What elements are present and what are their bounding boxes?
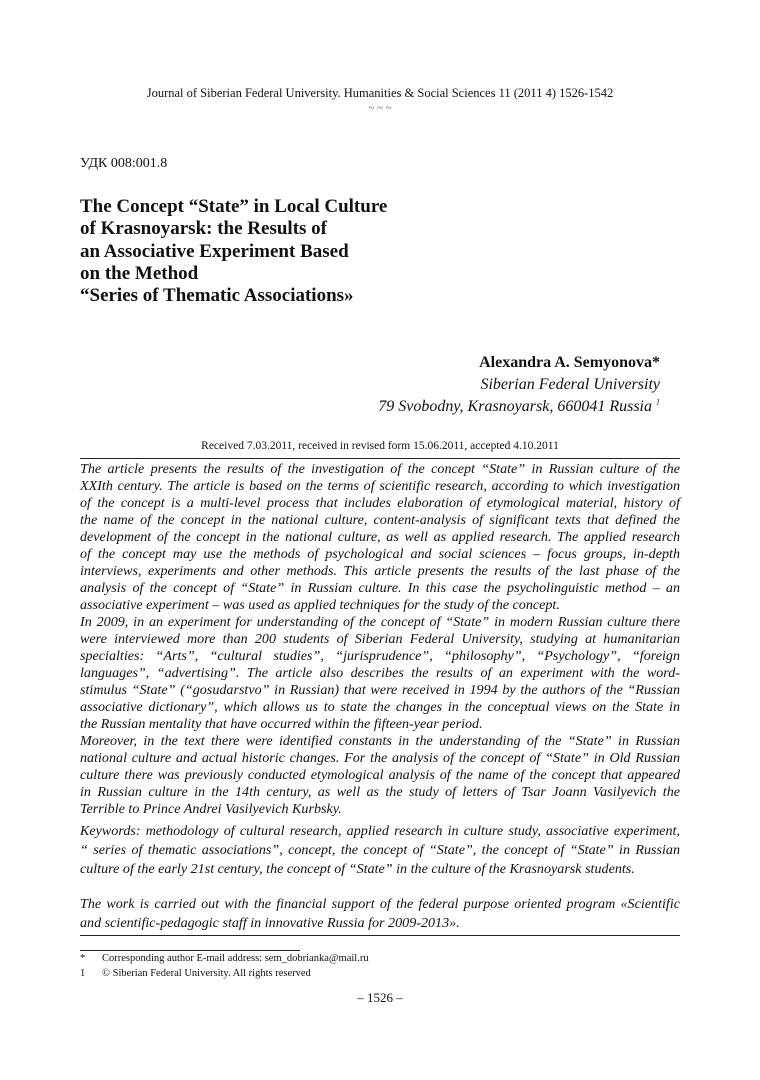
text-line: national culture and actual historic changes. For the analysis of the concept of “State” in Old Russian: [80, 750, 680, 766]
text-line: Moreover, in the text there were identified constants in the understanding of the “State” in Russian: [80, 733, 680, 749]
text-line: and scientific-pedagogic staff in innovative Russia for 2009-2013».: [80, 915, 460, 931]
author-address: 79 Svobodny, Krasnoyarsk, 660041 Russia: [378, 398, 656, 415]
author-block: [378, 352, 660, 418]
address-footnote-mark: 1: [656, 397, 660, 407]
udk-code: УДК 008:001.8: [80, 156, 168, 171]
text-line: were interviewed more than 200 students of Siberian Federal University, studying at humanitarian: [80, 631, 680, 647]
keywords: [80, 822, 680, 879]
divider: [80, 458, 680, 459]
text-line: associative dictionary”, which allows us to state the changes in the conceptual views on the State in: [80, 699, 680, 715]
text-line: analysis of the concept of “State” in Russian culture. In this case the psycholinguistic method – an: [80, 580, 680, 596]
title-line: on the Method: [80, 262, 199, 284]
text-line: the Russian mentality that have occurred within the fifteen-year period.: [80, 716, 483, 732]
footnote: [80, 951, 369, 966]
title-line: of Krasnoyarsk: the Results of: [80, 218, 327, 240]
text-line: culture of the early 21st century, the concept of “State” in the culture of the Krasnoyarsk students.: [80, 861, 635, 877]
funding-note: [80, 895, 680, 933]
author-address-line: [378, 396, 660, 418]
text-line: associative experiment – was used as applied techniques for the study of the concept.: [80, 597, 560, 613]
title-line: “Series of Thematic Associations»: [80, 285, 354, 307]
text-line: the name of the concept in the national culture, content-analysis of significant texts that defined the: [80, 512, 680, 528]
text-line: XXIth century. The article is based on the terms of scientific research, according to which investigation: [80, 478, 680, 494]
abstract: [80, 461, 680, 818]
journal-header: Journal of Siberian Federal University. Humanities & Social Sciences 11 (2011 4) 1526-1542: [146, 86, 614, 100]
text-line: specialties: “Arts”, “cultural studies”, “jurisprudence”, “philosophy”, “Psychology”, “foreign: [80, 648, 680, 664]
text-line: interviews, experiments and other methods. This article presents the results of the last phase of the: [80, 563, 680, 579]
text-line: of the concept is a multi-level process that includes elaboration of etymological material, history of: [80, 495, 680, 511]
title-line: an Associative Experiment Based: [80, 240, 349, 262]
text-line: stimulus “State” (“gosudarstvo” in Russian) that were received in 1994 by the authors of the “Russian: [80, 682, 680, 698]
text-line: Keywords: methodology of cultural research, applied research in culture study, associative experiment,: [80, 823, 680, 839]
text-line: development of the concept in the national culture, as well as applied research. The applied research: [80, 529, 680, 545]
text-line: Terrible to Prince Andrei Vasilyevich Kurbsky.: [80, 801, 342, 817]
header-ornament: ~ ~ ~: [368, 102, 392, 114]
footnote-mark: 1: [80, 968, 86, 979]
divider: [80, 935, 680, 936]
text-line: The article presents the results of the investigation of the concept “State” in Russian culture of the: [80, 461, 680, 477]
title-line: The Concept “State” in Local Culture: [80, 196, 388, 217]
received-dates: Received 7.03.2011, received in revised form 15.06.2011, accepted 4.10.2011: [201, 440, 559, 452]
footnote-text: Corresponding author E-mail address: sem_dobrianka@mail.ru: [102, 953, 369, 964]
author-affiliation: Siberian Federal University: [480, 376, 660, 393]
article-title: [80, 196, 387, 307]
text-line: “ series of thematic associations”, concept, the concept of “State”, the concept of “State” in Russian: [80, 842, 680, 858]
text-line: culture there was previously conducted etymological analysis of the name of the concept that appeared: [80, 767, 680, 783]
text-line: The work is carried out with the financial support of the federal purpose oriented program «Scientific: [80, 896, 680, 912]
text-line: In 2009, in an experiment for understanding of the concept of “State” in modern Russian culture there: [80, 614, 680, 630]
footnote-mark: *: [80, 953, 86, 964]
text-line: of the concept may use the methods of psychological and social sciences – focus groups, in-depth: [80, 546, 680, 562]
text-line: languages”, “advertising”. The article also describes the results of an experiment with the word-: [80, 665, 680, 681]
author-name: Alexandra A. Semyonova*: [479, 354, 660, 371]
page-number: – 1526 –: [357, 990, 403, 1005]
text-line: in Russian culture in the 14th century, as well as the study of letters of Tsar Joann Vasilyevich the: [80, 784, 680, 800]
footnote: [80, 966, 369, 981]
footnotes: [80, 951, 369, 981]
footnote-text: © Siberian Federal University. All rights reserved: [102, 968, 311, 979]
